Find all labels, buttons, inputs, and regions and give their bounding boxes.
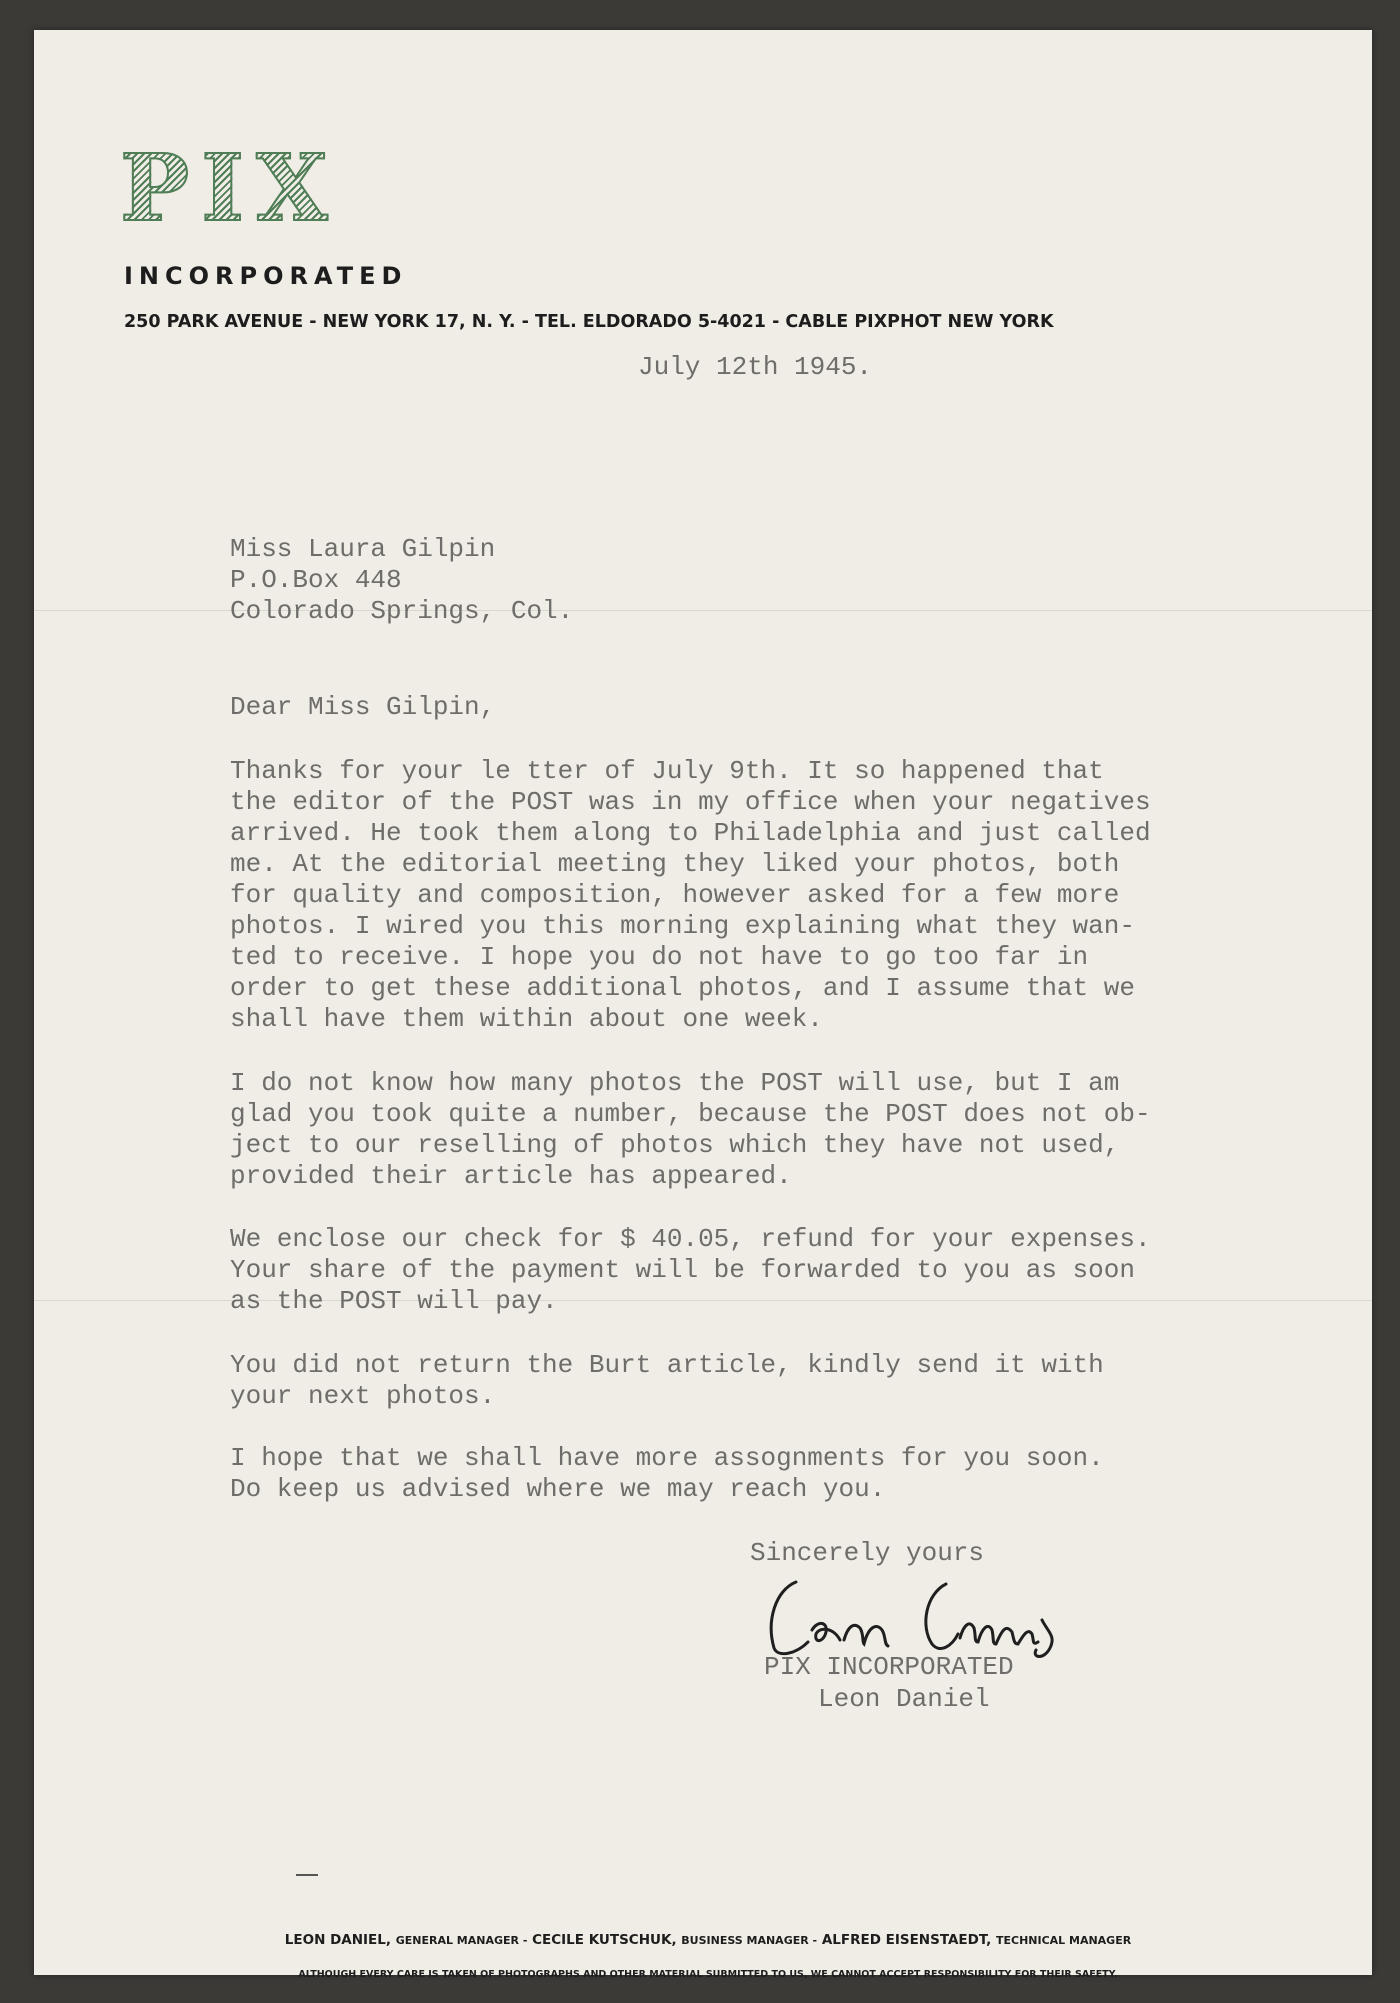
body-paragraph: I do not know how many photos the POST will use, but I am glad you took quite a number, because the POST does not ob- ject to our reselling of photos which they have not used, provided their article has appeared. (230, 1068, 1151, 1191)
signature-company: PIX INCORPORATED (764, 1652, 1014, 1682)
footer-disclaimer: ALTHOUGH EVERY CARE IS TAKEN OF PHOTOGRAPHS AND OTHER MATERIAL SUBMITTED TO US, WE CANNOT ACCEPT RESPONSIBILITY FOR THEIR SAFETY. (298, 1969, 1118, 1980)
body-paragraph: Thanks for your le tter of July 9th. It so happened that the editor of the POST was in my office when your negatives arrived. He took them along to Philadelphia and just called me. At the editorial meeting they liked your photos, both for quality and composition, however asked for a few more photos. I wired you this morning explaining what they wan- ted to receive. I hope you do not have to go too far in order to get these additional photos, and I assume that we shall have them within about one week. (230, 756, 1151, 1034)
closing: Sincerely yours (750, 1538, 985, 1568)
company-name: INCORPORATED (124, 262, 408, 290)
stray-mark (296, 1874, 318, 1876)
company-address: 250 PARK AVENUE - NEW YORK 17, N. Y. - TEL. ELDORADO 5-4021 - CABLE PIXPHOT NEW YORK (124, 312, 1054, 332)
signer-name: Leon Daniel (818, 1684, 990, 1714)
footer-staff: LEON DANIEL, GENERAL MANAGER - CECILE KUTSCHUK, BUSINESS MANAGER - ALFRED EISENSTAEDT, TECHNICAL MANAGER (284, 1932, 1132, 1948)
letter-page (34, 30, 1372, 1980)
letter-date: July 12th 1945. (638, 352, 873, 382)
recipient-address: Miss Laura Gilpin P.O.Box 448 Colorado Springs, Col. (230, 534, 574, 626)
salutation: Dear Miss Gilpin, (230, 692, 496, 722)
company-logo: PIX (120, 134, 340, 242)
body-paragraph: We enclose our check for $ 40.05, refund for your expenses. Your share of the payment will be forwarded to you as soon as the POST will pay. (230, 1224, 1151, 1316)
body-paragraph: I hope that we shall have more assognments for you soon. Do keep us advised where we may reach you. (230, 1443, 1104, 1504)
body-paragraph: You did not return the Burt article, kindly send it with your next photos. (230, 1350, 1104, 1411)
handwritten-signature (756, 1570, 1086, 1662)
